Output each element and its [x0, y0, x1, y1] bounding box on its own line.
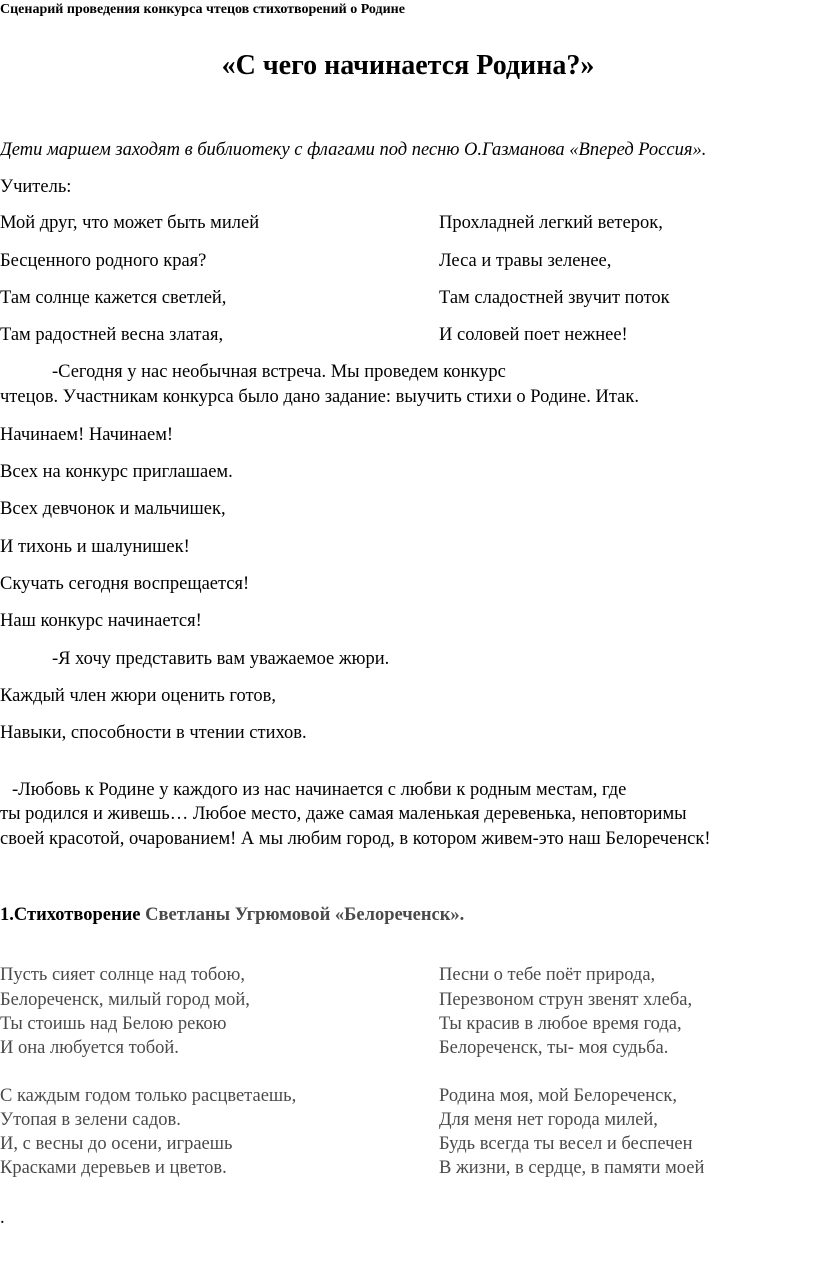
poem1-line: Ты красив в любое время года, — [439, 1014, 682, 1034]
poem1-line: Красками деревьев и цветов. — [0, 1158, 227, 1178]
poem1-line: Белореченск, ты- моя судьба. — [439, 1038, 669, 1058]
love-paragraph-line: ты родился и живешь… Любое место, даже самая маленькая деревенька, неповторимы — [0, 804, 687, 824]
poem1-line: В жизни, в сердце, в памяти моей — [439, 1158, 705, 1178]
chant-line: Наш конкурс начинается! — [0, 611, 202, 631]
love-paragraph-line: -Любовь к Родине у каждого из нас начинается с любви к родным местам, где — [12, 780, 627, 800]
poem1-line: Белореченск, милый город мой, — [0, 990, 250, 1010]
intro-poem-left-line: Там солнце кажется светлей, — [0, 288, 227, 308]
intro-poem-right-line: Там сладостней звучит поток — [439, 288, 670, 308]
page-title: Сценарий проведения конкурса чтецов стихотворений о Родине — [0, 2, 405, 17]
jury-line: Навыки, способности в чтении стихов. — [0, 723, 307, 743]
stage-direction: Дети маршем заходят в библиотеку с флагами под песню О.Газманова «Вперед Россия». — [0, 140, 707, 160]
poem1-line: Будь всегда ты весел и беспечен — [439, 1134, 693, 1154]
intro-poem-left-line: Там радостней весна златая, — [0, 325, 224, 345]
chant-line: Всех девчонок и мальчишек, — [0, 499, 226, 519]
chant-line: Начинаем! Начинаем! — [0, 425, 174, 445]
jury-line: Каждый член жюри оценить готов, — [0, 686, 277, 706]
intro-poem-right-line: Леса и травы зеленее, — [439, 251, 612, 271]
announce-line: -Сегодня у нас необычная встреча. Мы проведем конкурс — [52, 362, 506, 382]
poem1-line: И, с весны до осени, играешь — [0, 1134, 233, 1154]
poem1-line: Пусть сияет солнце над тобою, — [0, 965, 245, 985]
poem1-line: И она любуется тобой. — [0, 1038, 179, 1058]
announce-line: чтецов. Участникам конкурса было дано задание: выучить стихи о Родине. Итак. — [0, 387, 639, 407]
end-mark: . — [0, 1208, 5, 1228]
poem1-line: Для меня нет города милей, — [439, 1110, 658, 1130]
speaker-label: Учитель: — [0, 177, 72, 197]
intro-poem-left-line: Мой друг, что может быть милей — [0, 213, 260, 233]
chant-line: И тихонь и шалунишек! — [0, 537, 190, 557]
poem1-line: Ты стоишь над Белою рекою — [0, 1014, 227, 1034]
poem1-heading — [0, 904, 464, 926]
love-paragraph-line: своей красотой, очарованием! А мы любим город, в котором живем-это наш Белореченск! — [0, 829, 711, 849]
poem1-line: Перезвоном струн звенят хлеба, — [439, 990, 693, 1010]
intro-poem-right-line: Прохладней легкий ветерок, — [439, 213, 663, 233]
chant-line: Скучать сегодня воспрещается! — [0, 574, 250, 594]
chant-line: Всех на конкурс приглашаем. — [0, 462, 233, 482]
poem1-heading-label: 1.Стихотворение — [0, 905, 146, 925]
poem1-line: Песни о тебе поёт природа, — [439, 965, 656, 985]
poem1-line: Родина моя, мой Белореченск, — [439, 1086, 677, 1106]
page-subtitle: «С чего начинается Родина?» — [221, 50, 595, 81]
poem1-heading-author: Светланы Угрюмовой «Белореченск». — [145, 905, 465, 925]
poem1-line: С каждым годом только расцветаешь, — [0, 1086, 297, 1106]
jury-intro: -Я хочу представить вам уважаемое жюри. — [52, 649, 390, 669]
intro-poem-right-line: И соловей поет нежнее! — [439, 325, 628, 345]
poem1-line: Утопая в зелени садов. — [0, 1110, 181, 1130]
intro-poem-left-line: Бесценного родного края? — [0, 251, 207, 271]
